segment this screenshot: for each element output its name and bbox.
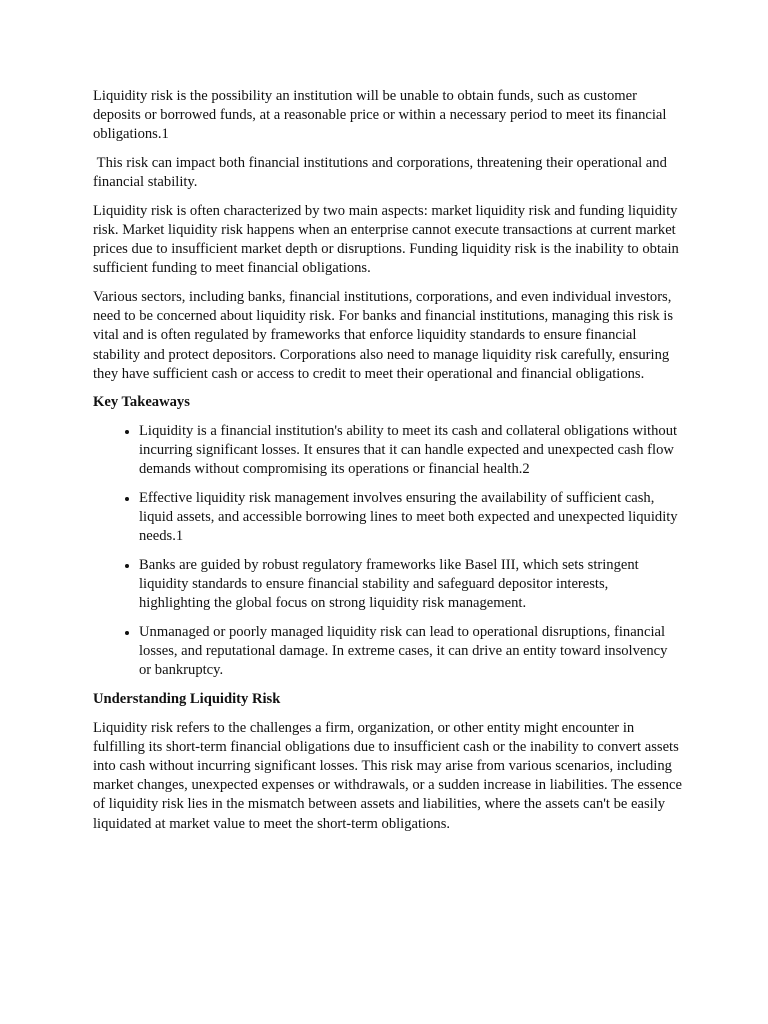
understanding-heading: Understanding Liquidity Risk bbox=[93, 691, 281, 707]
document-body bbox=[93, 87, 683, 843]
list-item: • Effective liquidity risk management involves ensuring the availability of sufficient cash, liquid assets, and accessible borrowing lines to meet both expected and unexpected liquidity needs.1 bbox=[139, 489, 683, 547]
key-takeaways-heading: Key Takeaways bbox=[93, 394, 190, 411]
list-item: • Banks are guided by robust regulatory frameworks like Basel III, which sets stringent liquidity standards to ensure financial stability and safeguard depositor interests, highlighting the global focus on strong liquidity risk management. bbox=[139, 556, 683, 614]
key-takeaways-list bbox=[93, 422, 683, 681]
intro-paragraph-4: Various sectors, including banks, financial institutions, corporations, and even individual investors, need to be concerned about liquidity risk. For banks and financial institutions, managing this risk is vital and is often regulated by frameworks that enforce liquidity standards to ensure financial stability and protect depositors. Corporations also need to manage liquidity risk carefully, ensuring they have sufficient cash or access to credit to meet their operational and financial obligations. bbox=[93, 289, 674, 382]
intro-paragraph-2: This risk can impact both financial institutions and corporations, threatening their operational and financial stability. bbox=[93, 155, 671, 191]
understanding-paragraph-1: Liquidity risk refers to the challenges a firm, organization, or other entity might encounter in fulfilling its short-term financial obligations due to insufficient cash or the inability to convert assets into cash without incurring significant losses. This risk may arise from various scenarios, including market changes, unexpected expenses or withdrawals, or a sudden increase in liabilities. The essence of liquidity risk lies in the mismatch between assets and liabilities, where the assets can't be easily liquidated at market value to meet the short-term obligations. bbox=[93, 719, 682, 832]
intro-paragraph-3: Liquidity risk is often characterized by two main aspects: market liquidity risk and funding liquidity risk. Market liquidity risk happens when an enterprise cannot execute transactions at current market prices due to insufficient market depth or disruptions. Funding liquidity risk is the inability to obtain sufficient funding to meet financial obligations. bbox=[93, 202, 679, 277]
intro-paragraph-1: Liquidity risk is the possibility an institution will be unable to obtain funds, such as customer deposits or borrowed funds, at a reasonable price or within a necessary period to meet its financial obligations.1 bbox=[93, 88, 667, 143]
list-item: • Liquidity is a financial institution's ability to meet its cash and collateral obligations without incurring significant losses. It ensures that it can handle expected and unexpected cash flow demands without compromising its operations or financial health.2 bbox=[139, 422, 683, 480]
list-item: • Unmanaged or poorly managed liquidity risk can lead to operational disruptions, financial losses, and reputational damage. In extreme cases, it can drive an entity toward insolvency or bankruptcy. bbox=[139, 623, 683, 681]
